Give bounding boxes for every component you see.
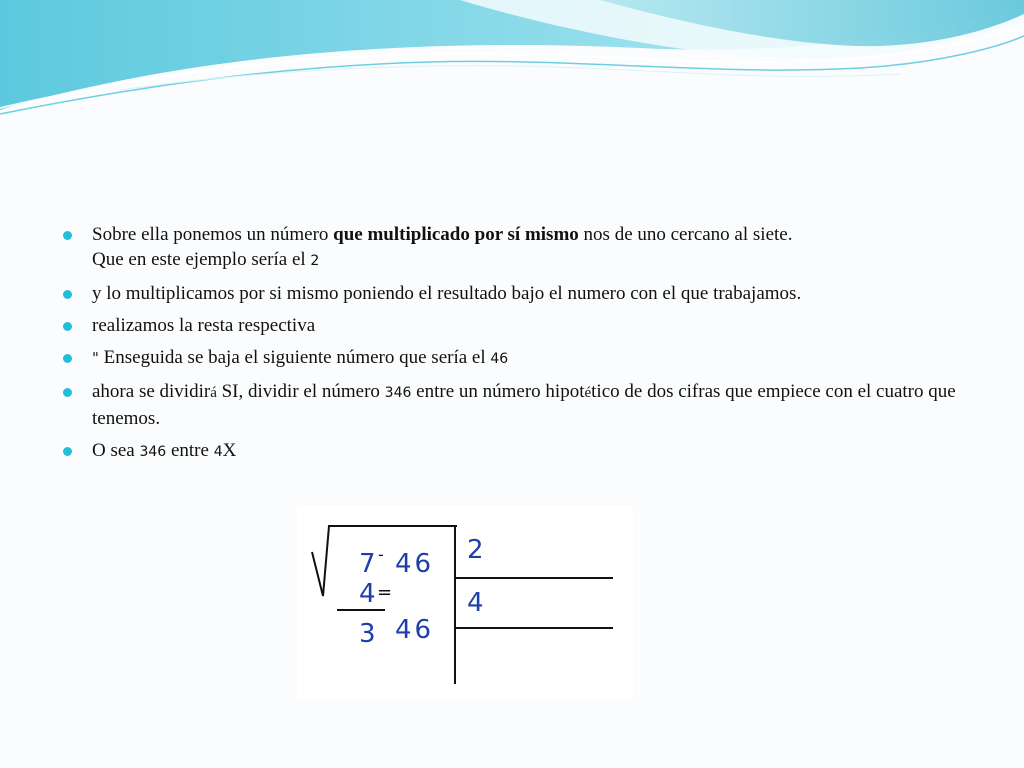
bullet-4-text: Enseguida se baja el siguiente número que sería el [98,347,491,368]
bullet-6-text-b: entre [166,440,214,461]
bullet-item-6 [62,438,962,465]
bullet-4-quote-mark: " [92,349,99,367]
brought-down-digits: 46 [395,615,435,645]
square-root-figure [297,506,633,700]
bullet-6-text-a: O sea [92,440,140,461]
bullet-1-bold: que multiplicado por sí mismo [333,224,579,245]
square-root-diagram [297,506,633,700]
slide-content [62,222,962,472]
bullet-dot-icon [63,290,72,299]
bullet-5-text-d: tico de dos cifras que empiece con el cuatro que tenemos. [92,381,956,429]
bullet-1-text-end: nos de uno cercano al siete. [578,224,793,245]
bullet-4-number: 46 [490,351,509,367]
bullet-list [62,222,962,465]
bullet-6-number-a: 346 [139,444,167,460]
minus-sign: - [378,545,384,564]
bullet-dot-icon [63,322,72,331]
square-value: 4 [359,579,376,609]
bullet-dot-icon [63,447,72,456]
root-digit: 2 [467,535,484,565]
radicand-first-digit: 7 [359,549,376,579]
bullet-item-4 [62,345,962,372]
bullet-5-text-b: SI, dividir el número [216,381,385,402]
equals-sign: = [377,582,393,603]
remainder-digit: 3 [359,619,376,649]
bullet-1-text: Sobre ella ponemos un número [92,224,334,245]
bullet-5-text-c: entre un número hipot [411,381,585,402]
decorative-wave-header [0,0,1024,130]
bullet-6-text-c: X [222,440,237,461]
bullet-5-number: 346 [384,385,412,401]
bullet-2-text: y lo multiplicamos por si mismo poniendo el resultado bajo el numero con el que trabajamos. [92,283,802,304]
bullet-dot-icon [63,354,72,363]
radicand-rest-digits: 46 [395,549,435,579]
bullet-3-text: realizamos la resta respectiva [92,315,316,336]
bullet-item-1 [62,222,962,274]
bullet-5-accent-a: á [210,385,217,401]
partial-divisor: 4 [467,588,484,618]
bullet-5-text-a: ahora se dividir [92,381,211,402]
bullet-1-number: 2 [310,253,320,269]
bullet-item-5 [62,379,962,431]
bullet-5-accent-b: é [584,385,592,401]
bullet-dot-icon [63,388,72,397]
bullet-item-3 [62,313,962,338]
bullet-1-line2: Que en este ejemplo sería el [92,249,311,270]
bullet-dot-icon [63,231,72,240]
bullet-6-number-b: 4 [213,444,223,460]
bullet-item-2 [62,281,962,306]
